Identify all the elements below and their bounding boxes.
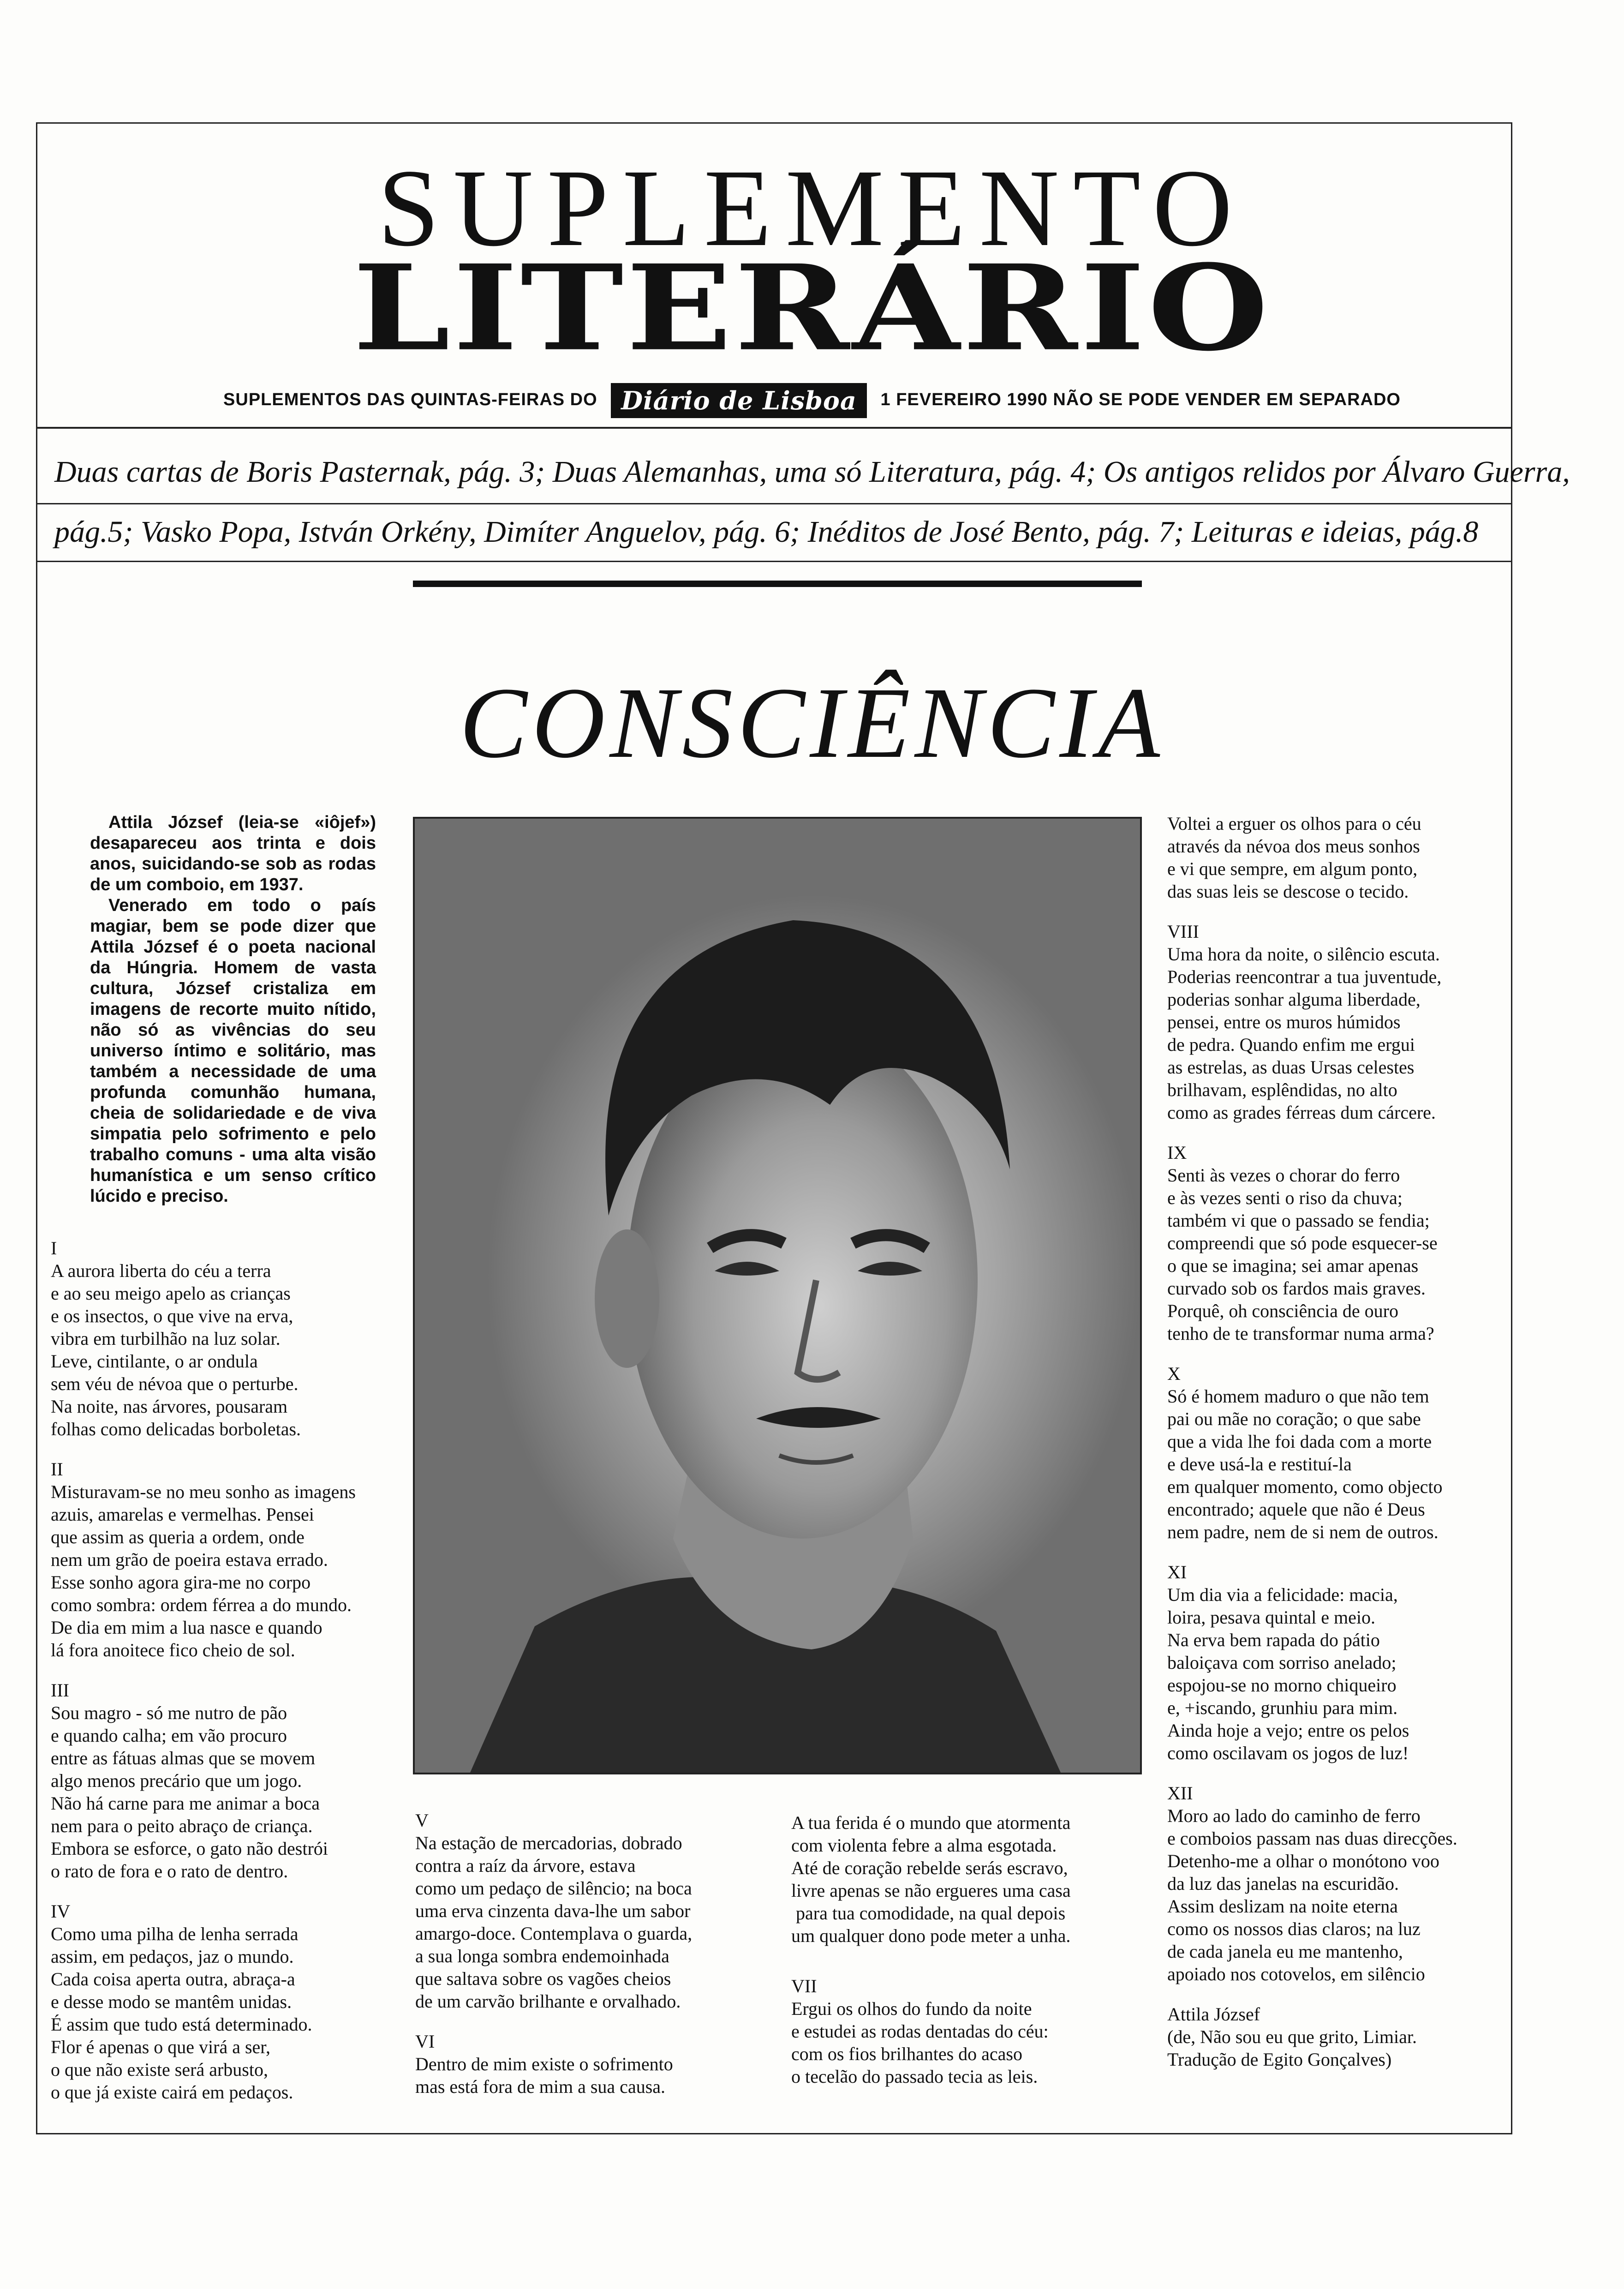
- intro-paragraph-2: Venerado em todo o país magiar, bem se pode dizer que Attila József é o poeta nacional da Húngria. Homem de vasta cultura, József cristaliza em imagens de recorte muito nítido, não só as vivências do seu universo íntimo e solitário, mas também a necessidade de uma profunda comunhão humana, cheia de solidariedade e de viva simpatia pelo sofrimento e pelo trabalho comuns - uma alta visão humanística e um senso crítico lúcido e preciso.: [90, 896, 376, 1206]
- stanza-number-1: I: [51, 1238, 57, 1258]
- poet-portrait-photo: [413, 817, 1142, 1774]
- rule-top: [36, 427, 1512, 429]
- headline: CONSCIÊNCIA: [460, 666, 1164, 779]
- stanza-6: Dentro de mim existe o sofrimento mas está fora de mim a sua causa.: [415, 2054, 673, 2097]
- stanza-11: Um dia via a felicidade: macia, loira, pesava quintal e meio. Na erva bem rapada do pátio baloiçava com sorriso anelado; espojou-se no morno chiqueiro e, +iscando, grunhiu para mim. Ainda hoje a vejo; entre os pelos como oscilavam os jogos de luz!: [1167, 1584, 1409, 1763]
- stanza-3: Sou magro - só me nutro de pão e quando calha; em vão procuro entre as fátuas almas que se movem algo menos precário que um jogo. Não há carne para me animar a boca nem para o peito abraço de criança. Embora se esforce, o gato não destrói o rato de fora e o rato de dentro.: [51, 1702, 328, 1882]
- stanza-number-8: VIII: [1167, 921, 1199, 942]
- stanza-12: Moro ao lado do caminho de ferro e comboios passam nas duas direcções. Detenho-me a olhar o monótono voo da luz das janelas na escuridão. Assim deslizam na noite eterna como os nossos dias claros; na luz de cada janela eu me mantenho, apoiado nos cotovelos, em silêncio: [1167, 1805, 1457, 1984]
- stanza-4: Como uma pilha de lenha serrada assim, em pedaços, jaz o mundo. Cada coisa aperta outra, abraça-a e desse modo se mantêm unidas. É assim que tudo está determinado. Flor é apenas o que virá a ser, o que não existe será arbusto, o que já existe cairá em pedaços.: [51, 1923, 312, 2103]
- stanza-number-5: V: [415, 1810, 429, 1831]
- stanza-number-3: III: [51, 1680, 69, 1701]
- stanza-1: A aurora liberta do céu a terra e ao seu meigo apelo as crianças e os insectos, o que vive na erva, vibra em turbilhão na luz solar. Leve, cintilante, o ar ondula sem véu de névoa que o perturbe. Na noite, nas árvores, pousaram folhas como delicadas borboletas.: [51, 1260, 301, 1439]
- stanza-number-10: X: [1167, 1363, 1181, 1384]
- stanza-number-12: XII: [1167, 1783, 1193, 1804]
- portrait-illustration: [415, 819, 1140, 1773]
- date-note: 1 FEVEREIRO 1990 NÃO SE PODE VENDER EM SEPARADO: [880, 390, 1401, 410]
- stanza-8: Uma hora da noite, o silêncio escuta. Poderias reencontrar a tua juventude, poderias sonhar alguma liberdade, pensei, entre os muros húmidos de pedra. Quando enfim me ergui as estrelas, as duas Ursas celestes brilhavam, esplêndidas, no alto como as grades férreas dum cárcere.: [1167, 944, 1442, 1123]
- intro-text: [90, 812, 376, 1207]
- stanza-7: Ergui os olhos do fundo da noite e estudei as rodas dentadas do céu: com os fios brilhantes do acaso o tecelão do passado tecia as leis.: [791, 1998, 1049, 2087]
- stanza-5: Na estação de mercadorias, dobrado contra a raíz da árvore, estava como um pedaço de silêncio; na boca uma erva cinzenta dava-lhe um sabor amargo-doce. Contemplava o guarda, a sua longa sombra endemoinhada que saltava sobre os vagões cheios de um carvão brilhante e orvalhado.: [415, 1833, 693, 2012]
- author-credit: Attila József: [1167, 2004, 1260, 2025]
- stanza-9: Senti às vezes o chorar do ferro e às vezes senti o riso da chuva; também vi que o passado se fendia; compreendi que só pode esquecer-se o que se imagina; sei amar apenas curvado sob os fardos mais graves. Porquê, oh consciência de ouro tenho de te transformar numa arma?: [1167, 1165, 1438, 1344]
- contents-line-1: Duas cartas de Boris Pasternak, pág. 3; Duas Alemanhas, uma só Literatura, pág. 4; Os antigos relidos por Álvaro Guerra,: [54, 455, 1570, 489]
- supplement-note: SUPLEMENTOS DAS QUINTAS-FEIRAS DO: [223, 390, 597, 410]
- stanza-number-11: XI: [1167, 1562, 1187, 1582]
- poem-column-2: [415, 1809, 784, 2098]
- stanza-number-4: IV: [51, 1901, 71, 1922]
- stanza-number-7: VII: [791, 1976, 817, 1996]
- masthead-literario: LITERÁRIO: [352, 239, 1272, 378]
- intro-paragraph-1: Attila József (leia-se «iôjef») desapareceu aos trinta e dois anos, suicidando-se sob as rodas de um comboio, em 1937.: [90, 813, 376, 894]
- poem-column-4: [1167, 812, 1518, 2071]
- rule-middle: [36, 503, 1512, 504]
- poem-column-1: [51, 1237, 411, 2103]
- stanza-10: Só é homem maduro o que não tem pai ou mãe no coração; o que sabe que a vida lhe foi dada com a morte e deve usá-la e restituí-la em qualquer momento, como objecto encontrado; aquele que não é Deus nem padre, nem de si nem de outros.: [1167, 1386, 1443, 1542]
- stanza-6-continuation: A tua ferida é o mundo que atormenta com violenta febre a alma esgotada. Até de coração rebelde serás escravo, livre apenas se não ergueres uma casa para tua comodidade, na qual depois um qualquer dono pode meter a unha.: [791, 1812, 1071, 1946]
- stanza-number-2: II: [51, 1459, 63, 1480]
- source-credit: (de, Não sou eu que grito, Limiar.: [1167, 2026, 1417, 2047]
- rule-bottom: [36, 561, 1512, 562]
- stanza-2: Misturavam-se no meu sonho as imagens azuis, amarelas e vermelhas. Pensei que assim as queria a ordem, onde nem um grão de poeira estava errado. Esse sonho agora gira-me no corpo como sombra: ordem férrea a do mundo. De dia em mim a lua nasce e quando lá fora anoitece fico cheio de sol.: [51, 1481, 356, 1660]
- diario-de-lisboa-logo: Diário de Lisboa: [611, 383, 867, 418]
- contents-line-2: pág.5; Vasko Popa, István Orkény, Dimíter Anguelov, pág. 6; Inéditos de José Bento, pág. 7; Leituras e ideias, pág.8: [54, 515, 1479, 549]
- masthead-info-row: [0, 383, 1624, 418]
- stanza-number-6: VI: [415, 2031, 435, 2052]
- stanza-7-continuation: Voltei a erguer os olhos para o céu através da névoa dos meus sonhos e vi que sempre, em algum ponto, das suas leis se descose o tecido.: [1167, 813, 1421, 902]
- heavy-bar: [413, 581, 1142, 587]
- stanza-number-9: IX: [1167, 1142, 1187, 1163]
- poem-column-3: [791, 1811, 1160, 2088]
- masthead-suplemento: SUPLEMENTO: [377, 146, 1247, 269]
- translator-credit: Tradução de Egito Gonçalves): [1167, 2049, 1392, 2070]
